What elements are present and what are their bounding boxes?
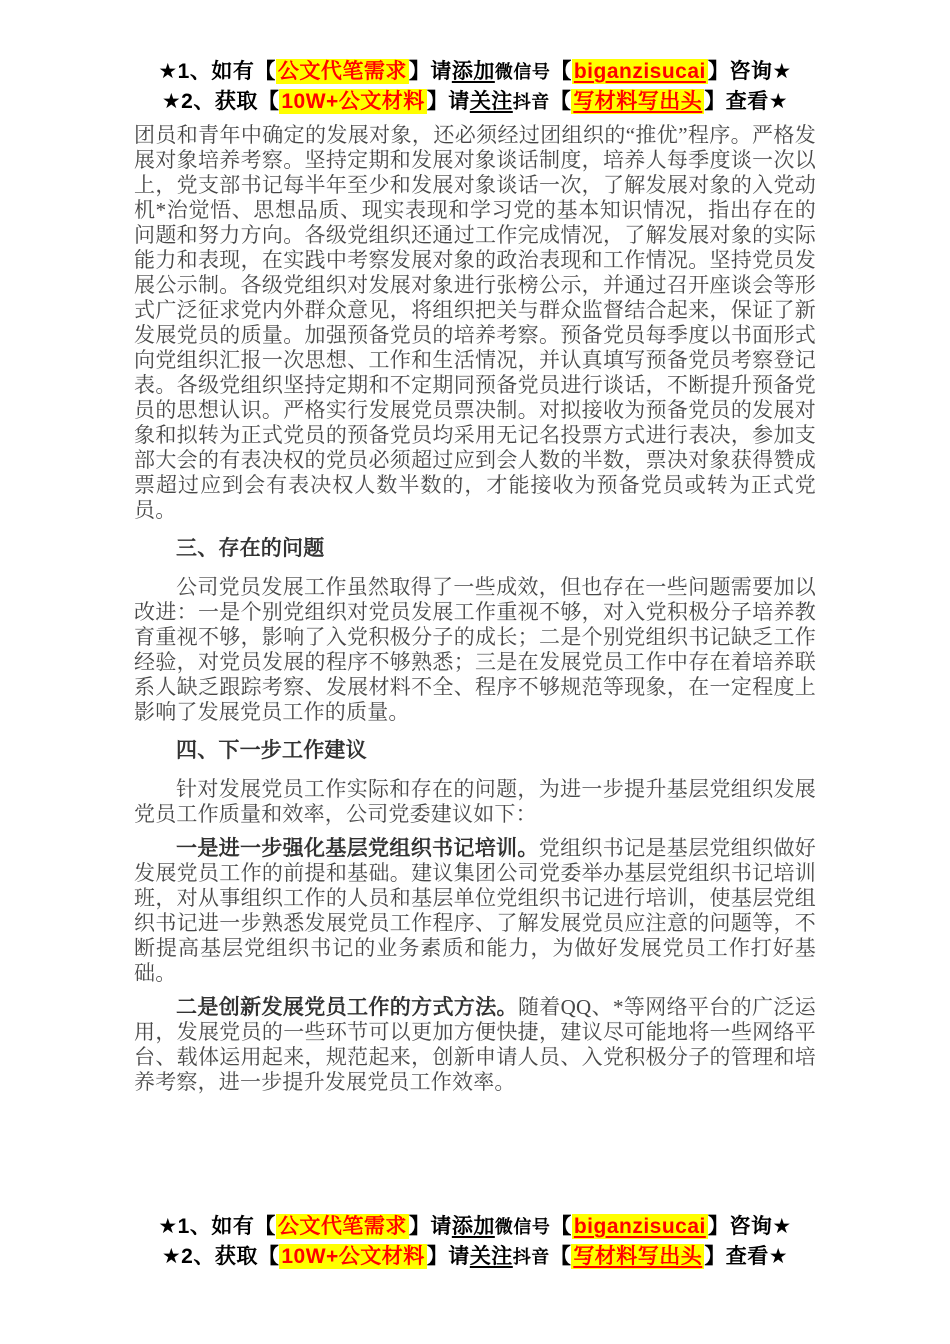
suggestion-2-lead: 二是创新发展党员工作的方式方法。	[176, 996, 518, 1019]
promo-text: 【	[550, 1215, 572, 1238]
promo-underlined-text: 添加	[451, 60, 495, 83]
promo-text: 】查看★	[704, 90, 789, 113]
promo-text: 微信号	[494, 62, 551, 82]
promo-highlight: 公文代笔需求	[277, 1215, 407, 1238]
promo-header-line-1	[0, 57, 950, 87]
promo-text: ★1、如有【	[158, 1215, 276, 1238]
section-heading-suggestions: 四、下一步工作建议	[176, 739, 367, 762]
promo-text: 【	[549, 1245, 572, 1268]
paragraph-suggestion-2	[134, 995, 816, 1095]
promo-text: ★2、获取【	[161, 1245, 280, 1268]
promo-footer-line-2	[0, 1242, 950, 1272]
promo-text: 微信号	[494, 1217, 551, 1237]
wechat-id: biganzisucai	[573, 60, 706, 83]
suggestion-1-body: 党组织书记是基层党组织做好发展党员工作的前提和基础。建议集团公司党委举办基层党组织书记培训班，对从事组织工作的人员和基层单位党组织书记进行培训，使基层党组织书记进一步熟悉发展党员工作程序、了解发展党员应注意的问题等，不断提高基层党组织书记的业务素质和能力，为做好发展党员工作打好基础。	[134, 836, 816, 985]
promo-text: 】咨询★	[707, 60, 792, 83]
promo-highlight: 公文代笔需求	[277, 60, 407, 83]
promo-text: 】咨询★	[707, 1215, 792, 1238]
promo-text: 抖音	[512, 92, 550, 112]
promo-text: 】请	[408, 60, 452, 83]
promo-highlight: 10W+公文材料	[281, 1245, 425, 1268]
suggestion-2-body: 随着QQ、*等网络平台的广泛运用，发展党员的一些环节可以更加方便快捷，建议尽可能地将一些网络平台、载体运用起来，规范起来，创新申请人员、入党积极分子的管理和培养考察，进一步提升发展党员工作效率。	[134, 995, 816, 1094]
promo-text: ★2、获取【	[161, 90, 280, 113]
promo-header-line-2	[0, 87, 950, 117]
paragraph-suggestions-intro: 针对发展党员工作实际和存在的问题，为进一步提升基层党组织发展党员工作质量和效率，公司党委建议如下：	[134, 777, 816, 826]
promo-header	[0, 0, 950, 117]
paragraph-problems: 公司党员发展工作虽然取得了一些成效，但也存在一些问题需要加以改进：一是个别党组织对党员发展工作重视不够，对入党积极分子培养教育重视不够，影响了入党积极分子的成长；二是个别党组织书记缺乏工作经验，对党员发展的程序不够熟悉；三是在发展党员工作中存在着培养联系人缺乏跟踪考察、发展材料不全、程序不够规范等现象，在一定程度上影响了发展党员工作的质量。	[134, 575, 816, 724]
promo-text: 【	[549, 90, 572, 113]
promo-text: ★1、如有【	[158, 60, 276, 83]
paragraph-suggestion-1	[134, 836, 816, 986]
promo-underlined-text: 添加	[451, 1215, 495, 1238]
douyin-id: 写材料写出头	[573, 90, 703, 113]
wechat-id: biganzisucai	[573, 1215, 706, 1238]
douyin-id: 写材料写出头	[573, 1245, 703, 1268]
promo-footer	[0, 1212, 950, 1272]
promo-text: 】请	[426, 90, 470, 113]
promo-text: 抖音	[512, 1247, 550, 1267]
promo-highlight: 10W+公文材料	[281, 90, 425, 113]
promo-text: 】请	[408, 1215, 452, 1238]
suggestion-1-lead: 一是进一步强化基层党组织书记培训。	[176, 837, 539, 860]
document-body	[134, 123, 816, 1095]
promo-underlined-text: 关注	[469, 90, 513, 113]
promo-text: 】查看★	[704, 1245, 789, 1268]
promo-text: 【	[550, 60, 572, 83]
promo-text: 】请	[426, 1245, 470, 1268]
promo-footer-line-1	[0, 1212, 950, 1242]
promo-underlined-text: 关注	[469, 1245, 513, 1268]
paragraph-continuation: 团员和青年中确定的发展对象，还必须经过团组织的“推优”程序。严格发展对象培养考察。坚持定期和发展对象谈话制度，培养人每季度谈一次以上，党支部书记每半年至少和发展对象谈话一次，了解发展对象的入党动机*治觉悟、思想品质、现实表现和学习党的基本知识情况，指出存在的问题和努力方向。各级党组织还通过工作完成情况，了解发展对象的实际能力和表现，在实践中考察发展对象的政治表现和工作情况。坚持党员发展公示制。各级党组织对发展对象进行张榜公示，并通过召开座谈会等形式广泛征求党内外群众意见，将组织把关与群众监督结合起来，保证了新发展党员的质量。加强预备党员的培养考察。预备党员每季度以书面形式向党组织汇报一次思想、工作和生活情况，并认真填写预备党员考察登记表。各级党组织坚持定期和不定期同预备党员进行谈话，不断提升预备党员的思想认识。严格实行发展党员票决制。对拟接收为预备党员的发展对象和拟转为正式党员的预备党员均采用无记名投票方式进行表决，参加支部大会的有表决权的党员必须超过应到会人数的半数，票决对象获得赞成票超过应到会有表决权人数半数的，才能接收为预备党员或转为正式党员。	[134, 123, 816, 522]
section-heading-problems: 三、存在的问题	[176, 537, 325, 560]
